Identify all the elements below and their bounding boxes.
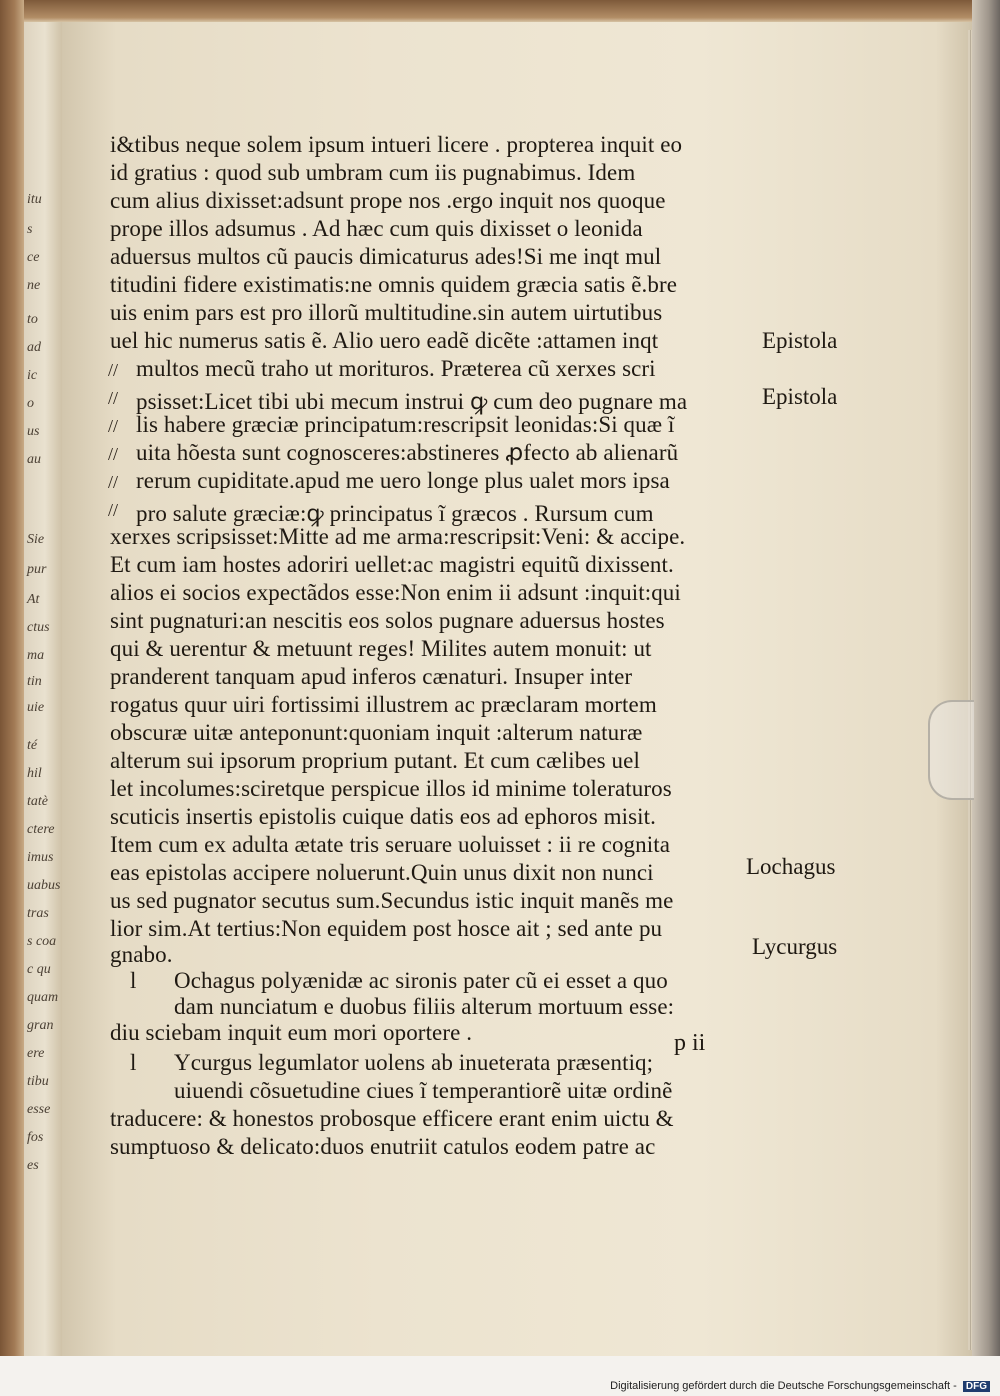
facing-fragment: uie <box>27 700 45 715</box>
text-line: psisset:Licet tibi ubi mecum instrui ꝙ cum deo pugnare ma <box>136 389 688 414</box>
guide-initial: l <box>130 1050 137 1075</box>
text-line: lis habere græciæ principatum:rescripsit leonidas:Si quæ ĩ <box>136 412 675 437</box>
text-line: sumptuoso & delicato:duos enutriit catulos eodem patre ac <box>110 1134 656 1159</box>
facing-fragment: pur <box>27 562 47 577</box>
text-line: i&tibus neque solem ipsum intueri licere . propterea inquit eo <box>110 132 683 157</box>
text-line: us sed pugnator secutus sum.Secundus istic inquit manẽs me <box>110 888 674 913</box>
quote-marker: // <box>108 416 119 436</box>
text-line: rerum cupiditate.apud me uero longe plus ualet mors ipsa <box>136 468 670 493</box>
facing-fragment: quam <box>27 990 59 1005</box>
text-line: multos mecũ traho ut morituros. Præterea cũ xerxes scri <box>136 356 656 381</box>
facing-fragment: imus <box>27 850 54 865</box>
guide-initial: l <box>130 968 137 993</box>
text-line: Item cum ex adulta ætate tris seruare uoluisset : ii re cognita <box>110 832 671 857</box>
page-clip <box>928 700 974 800</box>
text-line: id gratius : quod sub umbram cum iis pugnabimus. Idem <box>110 160 636 185</box>
facing-fragment: c qu <box>27 962 51 977</box>
text-line: sint pugnaturi:an nescitis eos solos pugnare aduersus hostes <box>110 608 665 633</box>
text-line: lior sim.At tertius:Non equidem post hosce ait ; sed ante pu <box>110 916 663 941</box>
text-line: Ycurgus legumlator uolens ab inueterata præsentiq; <box>174 1050 654 1075</box>
quote-marker: // <box>108 444 119 464</box>
text-line: pro salute græciæ:ꝙ principatus ĩ græcos . Rursum cum <box>136 501 654 526</box>
text-line: uiuendi cõsuetudine ciues ĩ temperantiorẽ uitæ ordinẽ <box>174 1078 673 1103</box>
binding-frame-left <box>0 0 24 1396</box>
margin-note-lochagus: Lochagus <box>746 854 836 879</box>
text-line: diu sciebam inquit eum mori oportere . <box>110 1020 473 1045</box>
text-line: gnabo. <box>110 942 173 967</box>
facing-fragment: us <box>27 424 40 439</box>
text-line: uis enim pars est pro illorũ multitudine.sin autem uirtutibus <box>110 300 663 325</box>
credit-text: Digitalisierung gefördert durch die Deutsche Forschungsgemeinschaft - <box>610 1380 957 1392</box>
facing-fragment: itu <box>27 192 42 207</box>
margin-note-lycurgus: Lycurgus <box>752 934 838 959</box>
facing-fragment: té <box>27 738 38 753</box>
text-line: qui & uerentur & metuunt reges! Milites autem monuit: ut <box>110 636 652 661</box>
facing-fragment: hil <box>27 766 42 781</box>
facing-fragment: tras <box>27 906 49 921</box>
text-line: titudini fidere existimatis:ne omnis quidem græcia satis ẽ.bre <box>110 272 678 297</box>
text-line: alios ei socios expectãdos esse:Non enim ii adsunt :inquit:qui <box>110 580 681 605</box>
text-line: pranderent tanquam apud inferos cænaturi. Insuper inter <box>110 664 633 689</box>
facing-fragment: au <box>27 452 41 467</box>
text-line: cum alius dixisset:adsunt prope nos .ergo inquit nos quoque <box>110 188 666 213</box>
facing-fragment: esse <box>27 1102 51 1117</box>
text-line: eas epistolas accipere noluerunt.Quin unus dixit non nunci <box>110 860 654 885</box>
facing-fragment: Sie <box>27 532 45 547</box>
text-line: obscuræ uitæ anteponunt:quoniam inquit :alterum naturæ <box>110 720 643 745</box>
text-line: uita hõesta sunt cognosceres:abstineres ꝓfecto ab alienarũ <box>136 440 679 465</box>
dfg-logo: DFG <box>963 1381 990 1392</box>
facing-fragment: ctere <box>27 822 55 837</box>
facing-fragment: es <box>27 1158 39 1173</box>
text-line: scuticis insertis epistolis cuique datis eos ad ephoros misit. <box>110 804 656 829</box>
facing-fragment: tin <box>27 674 42 689</box>
text-line: rogatus quur uiri fortissimi illustrem ac præclaram mortem <box>110 692 657 717</box>
text-line: dam nunciatum e duobus filiis alterum mortuum esse: <box>174 994 675 1019</box>
text-line: let incolumes:sciretque perspicue illos id minime toleraturos <box>110 776 672 801</box>
facing-fragment: o <box>27 396 34 411</box>
facing-fragment: s coa <box>27 934 57 949</box>
binding-frame-top <box>0 0 1000 22</box>
digitization-credit <box>610 1380 990 1392</box>
text-line: alterum sui ipsorum proprium putant. Et cum cælibes uel <box>110 748 640 773</box>
facing-fragment: ad <box>27 340 41 355</box>
facing-fragment: ctus <box>27 620 50 635</box>
facing-fragment: At <box>27 592 40 607</box>
facing-fragment: ma <box>27 648 45 663</box>
facing-fragment: to <box>27 312 38 327</box>
text-line: traducere: & honestos probosque efficere erant enim uictu & <box>110 1106 674 1131</box>
facing-page-strip <box>24 22 62 1356</box>
quote-marker: // <box>108 388 119 408</box>
text-line: uel hic numerus satis ẽ. Alio uero eadẽ dicẽte :attamen inqt <box>110 328 659 353</box>
facing-fragment: tatè <box>27 794 48 809</box>
margin-note-epistola: Epistola <box>762 328 838 353</box>
facing-fragment: ic <box>27 368 38 383</box>
facing-fragment: s <box>27 222 33 237</box>
text-line: Et cum iam hostes adoriri uellet:ac magistri equitũ dixissent. <box>110 552 674 577</box>
text-line: prope illos adsumus . Ad hæc cum quis dixisset o leonida <box>110 216 643 241</box>
text-line: Ochagus polyænidæ ac sironis pater cũ ei esset a quo <box>174 968 668 993</box>
facing-fragment: ne <box>27 278 41 293</box>
binding-frame-right <box>972 0 1000 1396</box>
quote-marker: // <box>108 360 119 380</box>
text-line: xerxes scripsisset:Mitte ad me arma:rescripsit:Veni: & accipe. <box>110 524 686 549</box>
facing-fragment: uabus <box>27 878 61 893</box>
facing-fragment: ere <box>27 1046 45 1061</box>
facing-fragment: tibu <box>27 1074 49 1089</box>
signature-mark: p ii <box>674 1030 706 1056</box>
text-line: aduersus multos cũ paucis dimicaturus ades!Si me inqt mul <box>110 244 662 269</box>
facing-fragment: fos <box>27 1130 44 1145</box>
quote-marker: // <box>108 472 119 492</box>
margin-note-epistola: Epistola <box>762 384 838 409</box>
facing-fragment: ce <box>27 250 40 265</box>
quote-marker: // <box>108 500 119 520</box>
facing-fragment: gran <box>27 1018 54 1033</box>
